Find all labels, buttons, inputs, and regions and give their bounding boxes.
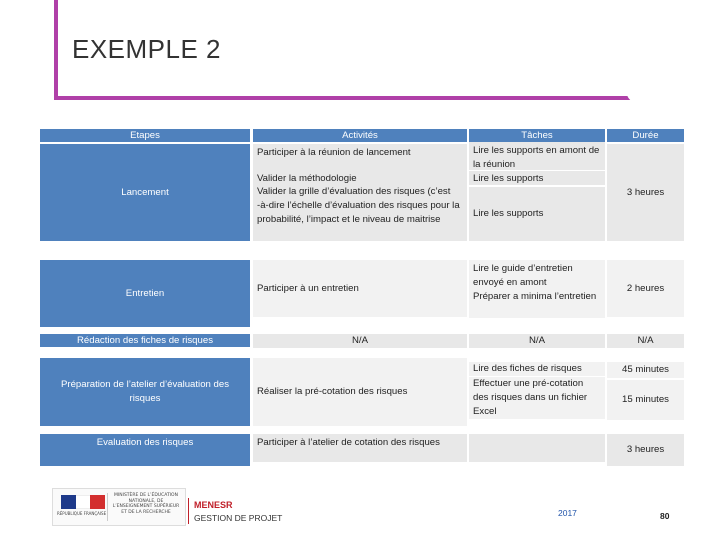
tache-entretien-1: Lire le guide d’entretien envoyé en amont	[469, 260, 605, 288]
header-etapes: Etapes	[40, 129, 250, 142]
french-flag-icon	[61, 495, 105, 509]
logo-ministry-text: MINISTÈRE DE L’ÉDUCATION NATIONALE, DE L’ENSEIGNEMENT SUPÉRIEUR ET DE LA RECHERCHE	[112, 493, 180, 515]
footer-year: 2017	[558, 508, 577, 518]
ministry-logo	[52, 488, 186, 526]
etape-preparation: Préparation de l’atelier d’évaluation des risques	[40, 358, 250, 426]
footer-subtitle: GESTION DE PROJET	[194, 513, 283, 523]
tache-evaluation	[469, 434, 605, 462]
tache-entretien-2: Préparer a minima l’entretien	[469, 288, 605, 318]
page-title: EXEMPLE 2	[72, 34, 222, 64]
tache-lancement-2: Lire les supports	[469, 171, 605, 185]
duree-preparation-1: 45 minutes	[607, 362, 684, 378]
activite-evaluation: Participer à l’atelier de cotation des risques	[253, 434, 467, 462]
tache-lancement-1: Lire les supports en amont de la réunion	[469, 142, 605, 170]
tache-preparation-1: Lire des fiches de risques	[469, 362, 605, 376]
header-duree: Durée	[607, 129, 684, 142]
logo-divider	[107, 493, 108, 521]
header-activites: Activités	[253, 129, 467, 142]
tache-preparation-2: Effectuer une pré-cotation des risques dans un fichier Excel	[469, 377, 605, 419]
activite-preparation: Réaliser la pré-cotation des risques	[253, 358, 467, 426]
etape-redaction: Rédaction des fiches de risques	[40, 334, 250, 347]
tache-redaction: N/A	[469, 334, 605, 348]
footer-org: MENESR	[194, 500, 233, 510]
etape-evaluation: Evaluation des risques	[40, 434, 250, 466]
etape-entretien: Entretien	[40, 260, 250, 327]
activite-redaction: N/A	[253, 334, 467, 348]
duree-entretien: 2 heures	[607, 260, 684, 317]
activite-lancement-2: Valider la méthodologie	[253, 171, 467, 185]
etape-lancement: Lancement	[40, 144, 250, 241]
duree-lancement: 3 heures	[607, 144, 684, 241]
frame-corner	[626, 84, 710, 104]
footer-divider	[188, 498, 189, 524]
activite-entretien: Participer à un entretien	[253, 260, 467, 317]
activite-lancement-3: Valider la grille d’évaluation des risques (c’est -à-dire l’échelle d’évaluation des risques pour la probabilité, l’impact et le niveau de maitrise	[253, 185, 467, 241]
activite-lancement-1: Participer à la réunion de lancement	[253, 144, 467, 171]
page-number: 80	[660, 511, 670, 521]
header-taches: Tâches	[469, 129, 605, 142]
duree-evaluation: 3 heures	[607, 434, 684, 466]
logo-left-text: RÉPUBLIQUE FRANÇAISE	[57, 511, 107, 516]
duree-preparation-2: 15 minutes	[607, 380, 684, 420]
tache-lancement-3: Lire les supports	[469, 187, 605, 241]
duree-redaction: N/A	[607, 334, 684, 348]
